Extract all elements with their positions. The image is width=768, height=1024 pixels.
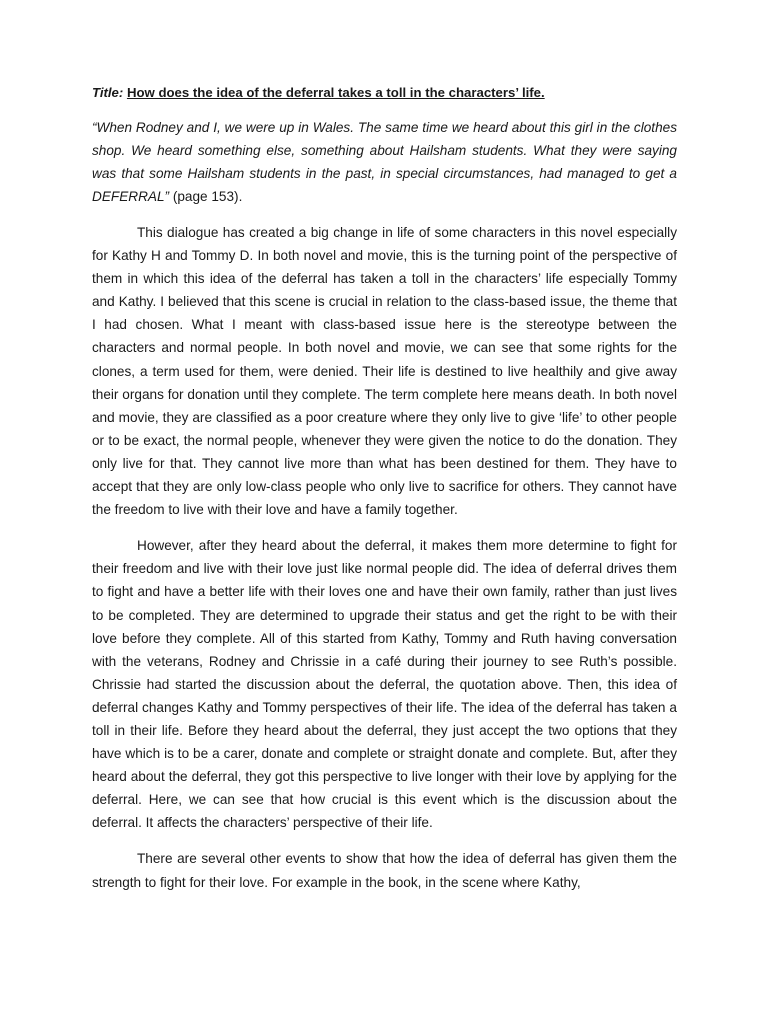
quote-citation: (page 153).: [169, 189, 243, 204]
document-page: [92, 84, 677, 907]
title-text: How does the idea of the deferral takes a toll in the characters’ life.: [126, 85, 545, 100]
quote-text: “When Rodney and I, we were up in Wales. The same time we heard about this girl in the clothes shop. We heard something else, something about Hailsham students. What they were saying was that some Hailsham students in the past, in special circumstances, had managed to get a DEFERRAL”: [92, 120, 677, 204]
opening-quote: [92, 116, 677, 208]
body-paragraph-3: There are several other events to show that how the idea of deferral has given them the strength to fight for their love. For example in the book, in the scene where Kathy,: [92, 851, 677, 890]
body-paragraph-1: This dialogue has created a big change in life of some characters in this novel especially for Kathy H and Tommy D. In both novel and movie, this is the turning point of the perspective of them in which this idea of the deferral has taken a toll in the characters’ life especially Tommy and Kathy. I believed that this scene is crucial in relation to the class-based issue, the theme that I had chosen. What I meant with class-based issue here is the stereotype between the characters and normal people. In both novel and movie, we can see that some rights for the clones, a term used for them, were denied. Their life is destined to live healthily and give away their organs for donation until they complete. The term complete here means death. In both novel and movie, they are classified as a poor creature where they only live to give ‘life’ to other people or to be exact, the normal people, whenever they were given the notice to do the donation. They only live for that. They cannot live more than what has been destined for them. They have to accept that they are only low-class people who only live to sacrifice for others. They cannot have the freedom to live with their love and have a family together.: [92, 225, 677, 518]
title-label: Title:: [92, 85, 124, 100]
essay-title: [92, 84, 677, 102]
body-paragraph-2: However, after they heard about the deferral, it makes them more determine to fight for their freedom and live with their love just like normal people did. The idea of deferral drives them to fight and have a better life with their loves one and have their own family, rather than just lives to be completed. They are determined to upgrade their status and get the right to be with their love before they complete. All of this started from Kathy, Tommy and Ruth having conversation with the veterans, Rodney and Chrissie in a café during their journey to see Ruth’s possible. Chrissie had started the discussion about the deferral, the quotation above. Then, this idea of deferral changes Kathy and Tommy perspectives of their life. The idea of the deferral has taken a toll in their life. Before they heard about the deferral, they just accept the two options that they have which is to be a carer, donate and complete or straight donate and complete. But, after they heard about the deferral, they got this perspective to live longer with their love by applying for the deferral. Here, we can see that how crucial is this event which is the discussion about the deferral. It affects the characters’ perspective of their life.: [92, 538, 677, 831]
